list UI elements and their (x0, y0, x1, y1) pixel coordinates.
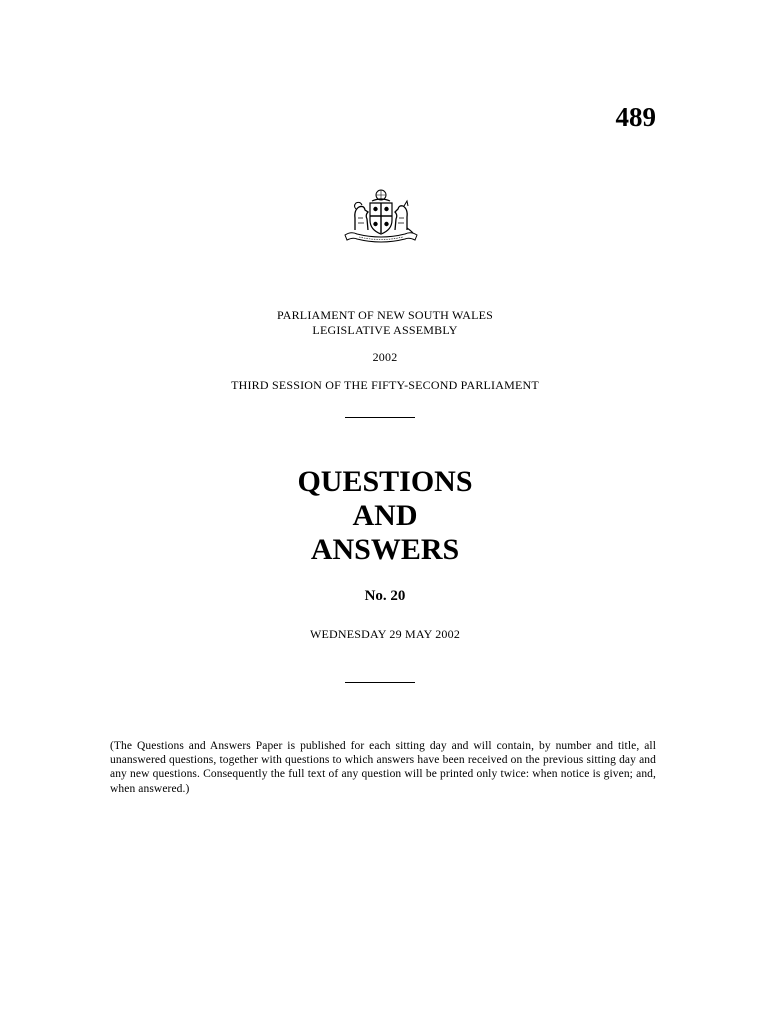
divider-rule (345, 417, 415, 418)
title-line-and: AND (352, 499, 418, 532)
publication-note: (The Questions and Answers Paper is published for each sitting day and will contain, by number and title, all unanswered questions, together with questions to which answers have been received on the previous sitting day and any new questions. Consequently the full text of any question will be printed only twice: when notice is given; and, when answered.) (110, 740, 656, 795)
session-heading: THIRD SESSION OF THE FIFTY-SECOND PARLIAMENT (231, 378, 539, 392)
parliament-heading: PARLIAMENT OF NEW SOUTH WALES (276, 308, 494, 322)
issue-date: WEDNESDAY 29 MAY 2002 (309, 627, 461, 641)
issue-number: No. 20 (364, 588, 406, 604)
page-number: 489 (615, 102, 656, 132)
assembly-heading: LEGISLATIVE ASSEMBLY (312, 323, 458, 337)
title-line-questions: QUESTIONS (297, 465, 473, 498)
title-line-answers: ANSWERS (310, 533, 460, 566)
coat-of-arms-icon (341, 188, 421, 246)
year-heading: 2002 (372, 350, 398, 364)
divider-rule (345, 682, 415, 683)
